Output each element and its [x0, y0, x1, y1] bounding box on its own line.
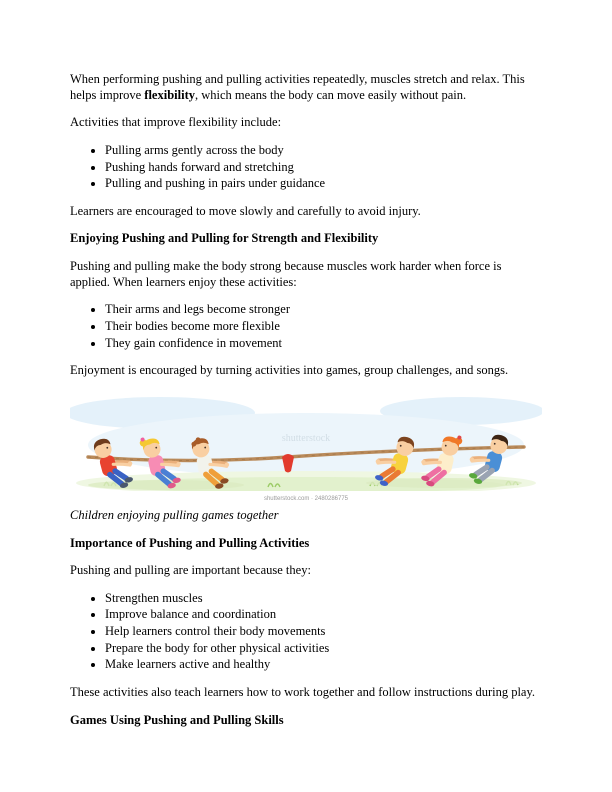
section-heading-enjoying: Enjoying Pushing and Pulling for Strength and Flexibility: [70, 231, 379, 246]
list-item: • Pulling and pushing in pairs under guidance: [105, 176, 542, 192]
section-heading-games: Games Using Pushing and Pulling Skills: [70, 712, 284, 727]
enjoying-lead: Pushing and pulling make the body strong because muscles work harder when force is applied. When learners enjoy these activities:: [70, 259, 502, 289]
list-item: • Strengthen muscles: [105, 591, 542, 607]
list-item: • Prepare the body for other physical activities: [105, 641, 542, 657]
importance-list: [70, 591, 542, 673]
section-heading-importance: Importance of Pushing and Pulling Activities: [70, 535, 310, 550]
flexibility-note: Learners are encouraged to move slowly and carefully to avoid injury.: [70, 203, 421, 218]
list-item: • Help learners control their body movements: [105, 624, 542, 640]
intro-paragraph: [70, 72, 542, 103]
list-item: • Pulling arms gently across the body: [105, 143, 542, 159]
image-credit: shutterstock.com · 2480286775: [263, 496, 349, 503]
bold-term-flexibility: flexibility: [144, 87, 195, 102]
flexibility-list: [70, 143, 542, 192]
tug-of-war-figure: [70, 391, 542, 524]
flexibility-lead: Activities that improve flexibility include:: [70, 115, 282, 130]
enjoying-note: Enjoyment is encouraged by turning activities into games, group challenges, and songs.: [70, 363, 509, 378]
tug-of-war-svg: [70, 391, 542, 491]
list-item: • Their bodies become more flexible: [105, 319, 542, 335]
list-item: • Their arms and legs become stronger: [105, 302, 542, 318]
list-item: • Pushing hands forward and stretching: [105, 160, 542, 176]
importance-note: These activities also teach learners how to work together and follow instructions during play.: [70, 684, 536, 699]
list-item: • Make learners active and healthy: [105, 657, 542, 673]
list-item: • Improve balance and coordination: [105, 607, 542, 623]
figure-caption: Children enjoying pulling games together: [70, 507, 279, 522]
tug-of-war-illustration: [70, 391, 542, 504]
intro-text-2: , which means the body can move easily without pain.: [195, 87, 467, 102]
watermark-text: shutterstock: [281, 432, 331, 444]
intro-text-1: When performing pushing and pulling activities repeatedly, muscles stretch and relax. This helps improve: [70, 72, 525, 102]
enjoying-list: [70, 302, 542, 351]
importance-lead: Pushing and pulling are important because they:: [70, 563, 311, 578]
list-item: • They gain confidence in movement: [105, 336, 542, 352]
